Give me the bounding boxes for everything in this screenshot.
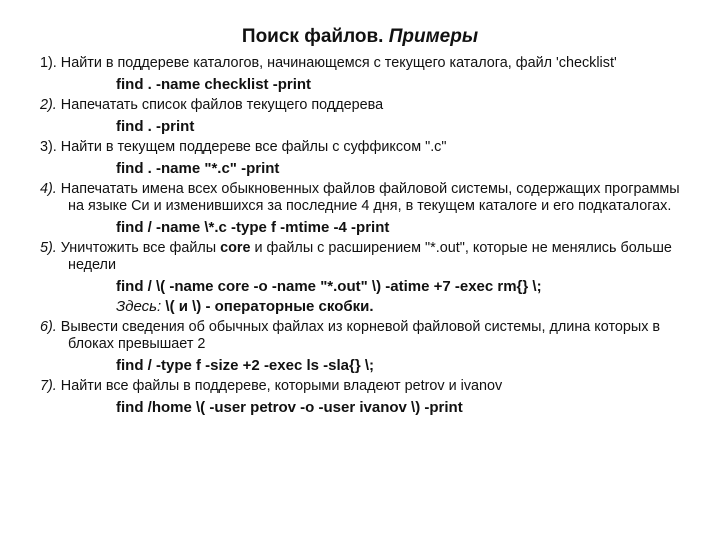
example-item-3 [40,139,690,177]
example-number: 3). [40,139,57,155]
example-item-6 [40,319,690,374]
example-description [40,97,690,114]
example-description [40,240,690,274]
example-command: find / -name \*.c -type f -mtime -4 -print [116,219,390,236]
example-number: 2). [40,97,57,113]
example-command: find /home \( -user petrov -o -user ivanov \) -print [116,399,463,416]
example-text-core: core [220,240,251,256]
example-item-2 [40,97,690,135]
example-number: 4). [40,181,57,197]
examples-list [40,55,690,420]
example-number: 1). [40,55,57,71]
example-text: Напечатать имена всех обыкновенных файлов файловой системы, содержащих программы на языке Си и изменившихся за последние 4 дня, в текущем каталоге и его подкаталогах. [60,181,680,214]
example-description [40,319,690,353]
example-text: Найти в поддереве каталогов, начинающемся с текущего каталога, файл 'checklist' [60,55,617,71]
page-title [0,26,720,48]
example-description [40,181,690,215]
example-item-1 [40,55,690,93]
example-number: 5). [40,240,57,256]
example-description [40,55,690,72]
example-command: find . -name "*.c" -print [116,160,280,177]
note-text: \( и \) - операторные скобки. [165,298,374,315]
example-text: Найти все файлы в поддереве, которыми владеют petrov и ivanov [60,378,503,394]
example-description [40,378,690,395]
title-main: Поиск файлов. [241,26,384,47]
example-text: Найти в текущем поддереве все файлы с суффиксом ".c" [60,139,447,155]
title-italic: Примеры [388,26,479,47]
example-command: find . -print [116,118,195,135]
example-text: Напечатать список файлов текущего поддерева [60,97,384,113]
note-lead: Здесь: [116,298,162,315]
example-item-4 [40,181,690,236]
example-command: find / -type f -size +2 -exec ls -sla{} \; [116,357,375,374]
example-text: Вывести сведения об обычных файлах из корневой файловой системы, длина которых в блоках превышает 2 [60,319,661,352]
example-number: 6). [40,319,57,335]
example-item-7 [40,378,690,416]
example-command: find / \( -name core -o -name "*.out" \) -atime +7 -exec rm{} \; [116,278,542,295]
example-note [40,298,690,315]
example-description [40,139,690,156]
example-text-after: и файлы с расширением "*.out", которые не менялись больше недели [68,240,672,273]
example-text-before: Уничтожить все файлы [60,240,217,256]
example-command: find . -name checklist -print [116,76,312,93]
example-number: 7). [40,378,57,394]
example-item-5 [40,240,690,315]
